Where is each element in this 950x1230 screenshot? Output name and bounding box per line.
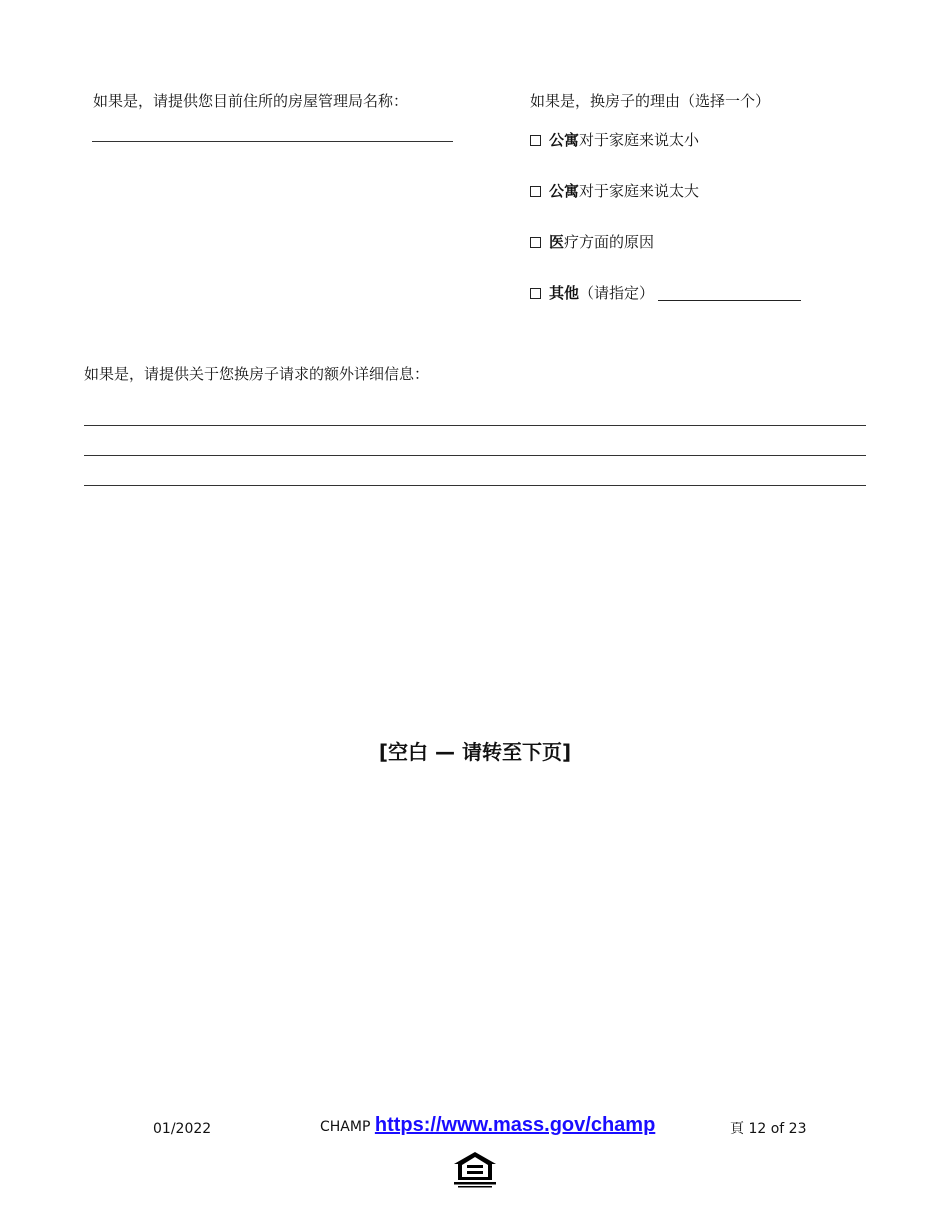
option-other[interactable]: 其他（请指定）	[530, 283, 801, 303]
blank-page-notice: [空白 — 请转至下页]	[378, 740, 572, 764]
footer-date: 01/2022	[153, 1121, 212, 1137]
footer-page-number: 頁 12 of 23	[730, 1121, 807, 1137]
details-answer-line-3[interactable]	[84, 485, 866, 486]
checkbox-icon[interactable]	[530, 135, 541, 146]
details-answer-line-2[interactable]	[84, 455, 866, 456]
option-medical[interactable]: 医疗方面的原因	[530, 232, 654, 252]
checkbox-icon[interactable]	[530, 288, 541, 299]
details-answer-line-1[interactable]	[84, 425, 866, 426]
checkbox-icon[interactable]	[530, 186, 541, 197]
footer-org: CHAMP	[320, 1119, 371, 1135]
footer-url-link[interactable]: https://www.mass.gov/champ	[374, 1114, 656, 1136]
equal-housing-opportunity-icon	[452, 1150, 498, 1190]
housing-authority-answer-line[interactable]	[92, 141, 453, 142]
checkbox-icon[interactable]	[530, 237, 541, 248]
housing-authority-question: 如果是，请提供您目前住所的房屋管理局名称：	[93, 92, 409, 110]
option-too-large[interactable]: 公寓对于家庭来说太大	[530, 181, 699, 201]
details-question: 如果是，请提供关于您换房子请求的额外详细信息：	[84, 365, 430, 383]
reason-question: 如果是，换房子的理由（选择一个）	[530, 92, 771, 110]
footer-center	[320, 1114, 655, 1138]
option-too-small[interactable]: 公寓对于家庭来说太小	[530, 130, 699, 150]
other-specify-line[interactable]	[658, 285, 801, 301]
